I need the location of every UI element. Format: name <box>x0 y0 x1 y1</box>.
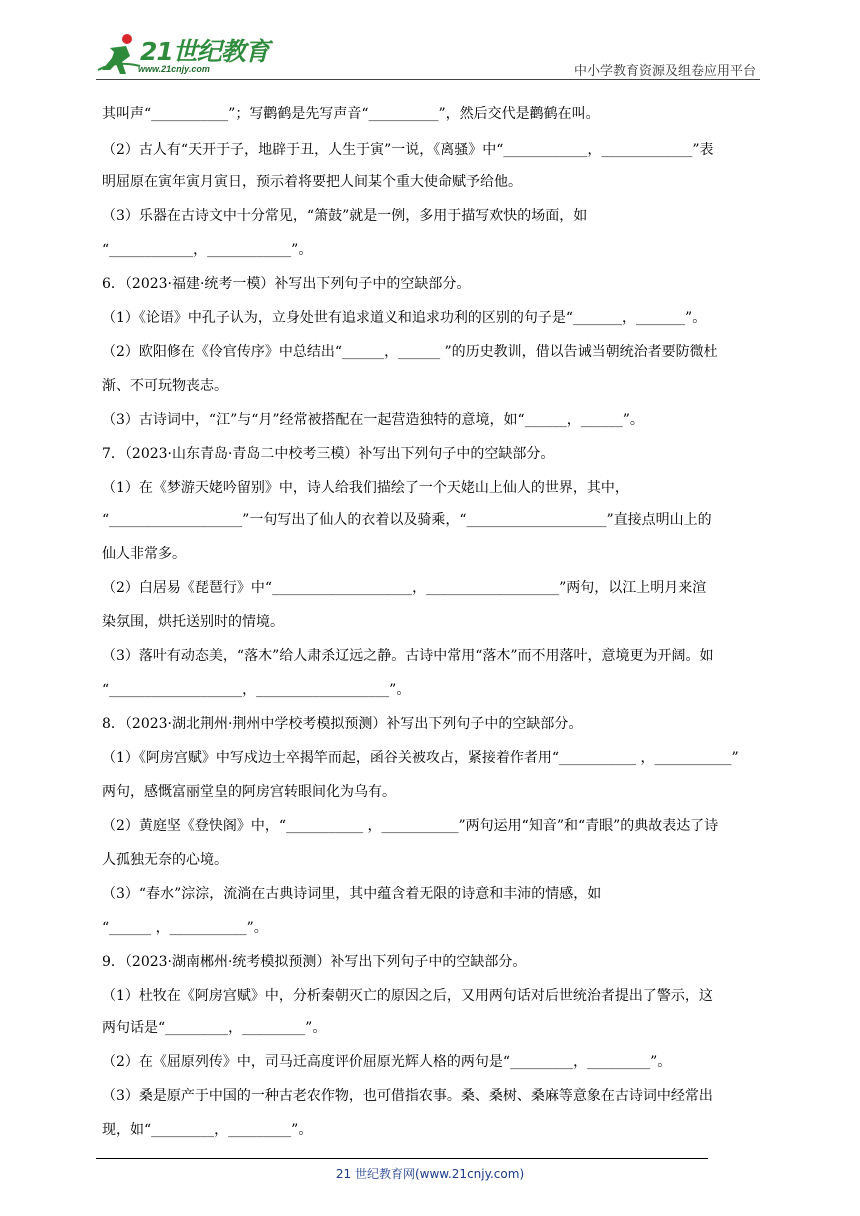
text-line: 明屈原在寅年寅月寅日，预示着将要把人间某个重大使命赋予给他。 <box>102 174 522 190</box>
footer-divider <box>96 1158 708 1159</box>
text-line: 人孤独无奈的心境。 <box>102 852 228 868</box>
header-divider <box>96 79 760 80</box>
text-line: “___________________”一句写出了仙人的衣着以及骑乘，“____________________”直接点明山上的 <box>102 512 712 528</box>
text-line: 两句话是“_________，_________”。 <box>102 1020 327 1036</box>
question-heading: 8．（2023·湖北荆州·荆州中学校考模拟预测）补写出下列句子中的空缺部分。 <box>102 716 583 732</box>
text-line: （2）在《屈原列传》中，司马迁高度评价屈原光辉人格的两句是“_________，_________”。 <box>102 1054 672 1070</box>
text-line: （1）杜牧在《阿房宫赋》中，分析秦朝灭亡的原因之后，又用两句话对后世统治者提出了警示，这 <box>102 988 713 1004</box>
site-logo[interactable] <box>96 30 269 78</box>
platform-title: 中小学教育资源及组卷应用平台 <box>573 64 756 79</box>
logo-text: 21世纪教育 <box>140 37 269 66</box>
text-line: “____________，____________”。 <box>102 242 313 258</box>
text-line: “___________________，___________________”。 <box>102 682 411 698</box>
text-line: 现，如“_________，_________”。 <box>102 1122 313 1138</box>
text-line: （2）黄庭坚《登快阁》中，“___________ ，___________”两句运用“知音”和“青眼”的典故表达了诗 <box>102 818 719 834</box>
text-line: （3）“春水”淙淙，流淌在古典诗词里，其中蕴含着无限的诗意和丰沛的情感，如 <box>102 886 602 902</box>
text-line: （3）乐器在古诗文中十分常见，“箫鼓”就是一例，多用于描写欢快的场面，如 <box>102 208 588 224</box>
text-line: （3）落叶有动态美，“落木”给人肃杀辽远之静。古诗中常用“落木”而不用落叶，意境更为开阔。如 <box>102 648 714 664</box>
text-line: （3）桑是原产于中国的一种古老农作物，也可借指农事。桑、桑树、桑麻等意象在古诗词中经常出 <box>102 1088 713 1104</box>
text-line: （2）欧阳修在《伶官传序》中总结出“______，______ ”的历史教训，借以告诫当朝统治者要防微杜 <box>102 344 718 360</box>
footer-source[interactable]: 21 世纪教育网(www.21cnjy.com) <box>335 1167 525 1181</box>
text-line: （1）在《梦游天姥吟留别》中，诗人给我们描绘了一个天姥山上仙人的世界，其中， <box>102 480 629 496</box>
text-line: （2）古人有“天开于子，地辟于丑，人生于寅”一说，《离骚》中“____________，_____________”表 <box>102 142 714 158</box>
text-line: 两句，感慨富丽堂皇的阿房宫转眼间化为乌有。 <box>102 784 396 800</box>
question-heading: 6．（2023·福建·统考一模）补写出下列句子中的空缺部分。 <box>102 276 471 292</box>
question-heading: 7．（2023·山东青岛·青岛二中校考三模）补写出下列句子中的空缺部分。 <box>102 446 555 462</box>
text-line: 仙人非常多。 <box>102 546 186 562</box>
text-line: 渐、不可玩物丧志。 <box>102 378 228 394</box>
text-line: （1）《论语》中孔子认为，立身处世有追求道义和追求功利的区别的句子是“_______，_______”。 <box>102 310 707 326</box>
page-header <box>0 0 860 82</box>
text-line: 其叫声“___________”；写鹳鹤是先写声音“__________”，然后交代是鹳鹤在叫。 <box>102 106 600 122</box>
logo-url: www.21cnjy.com <box>138 64 210 74</box>
text-line: 染氛围，烘托送别时的情境。 <box>102 614 284 630</box>
runner-logo-icon <box>96 30 142 76</box>
text-line: “______ ，___________”。 <box>102 920 268 936</box>
text-line: （3）古诗词中，“江”与“月”经常被搭配在一起营造独特的意境，如“______，______”。 <box>102 412 644 428</box>
text-line: （1）《阿房宫赋》中写戍边士卒揭竿而起，函谷关被攻占，紧接着作者用“___________ ，___________” <box>102 750 739 766</box>
text-line: （2）白居易《琵琶行》中“____________________，___________________”两句，以江上明月来渲 <box>102 580 707 596</box>
question-heading: 9．（2023·湖南郴州·统考模拟预测）补写出下列句子中的空缺部分。 <box>102 954 527 970</box>
